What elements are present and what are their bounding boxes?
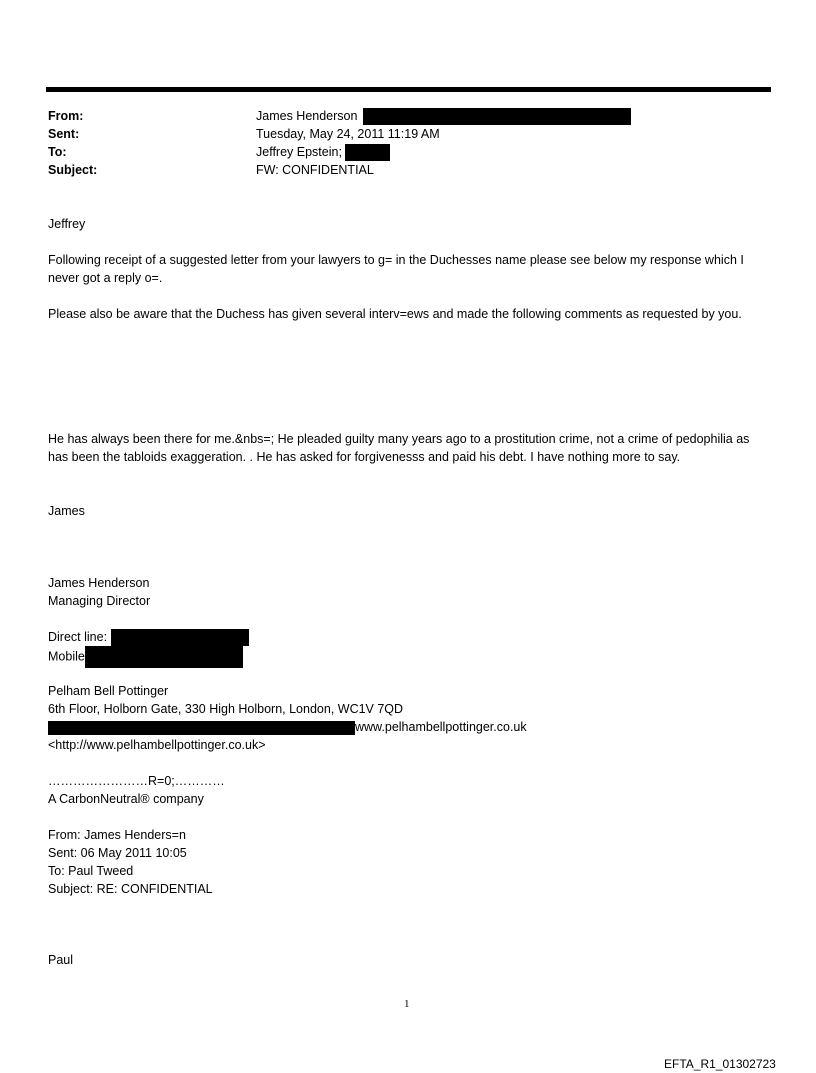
redaction-box	[345, 144, 390, 161]
bates-number: EFTA_R1_01302723	[664, 1057, 776, 1071]
redaction-box	[363, 108, 631, 125]
to-value	[256, 143, 390, 161]
company-name: Pelham Bell Pottinger	[48, 684, 169, 698]
redaction-box	[48, 721, 355, 735]
carbon-neutral-line: A CarbonNeutral® company	[48, 792, 204, 806]
to-name: Jeffrey Epstein;	[256, 145, 342, 159]
page-number: 1	[404, 998, 410, 1010]
from-label: From:	[48, 109, 84, 123]
subject-value: FW: CONFIDENTIAL	[256, 163, 374, 177]
header-divider	[46, 87, 771, 92]
website-link[interactable]: <http://www.pelhambellpottinger.co.uk>	[48, 738, 266, 752]
to-label: To:	[48, 145, 67, 159]
fwd-to: To: Paul Tweed	[48, 864, 134, 878]
subject-label: Subject:	[48, 163, 98, 177]
website-line	[48, 718, 527, 736]
fwd-sent: Sent: 06 May 2011 10:05	[48, 846, 187, 860]
greeting: Jeffrey	[48, 217, 86, 231]
fwd-greeting: Paul	[48, 953, 74, 967]
direct-line-label: Direct line:	[48, 630, 108, 644]
paragraph-1: Following receipt of a suggested letter from your lawyers to g= in the Duchesses name please see below my response which I never got a reply o=.	[48, 253, 744, 285]
from-name: James Henderson	[256, 109, 358, 123]
paragraph-2: Please also be aware that the Duchess has given several interv=ews and made the following comments as requested by you.	[48, 307, 742, 321]
mobile-line	[48, 646, 243, 668]
dotted-line: ……………………R=0;…………	[48, 774, 225, 788]
signature-title: Managing Director	[48, 594, 151, 608]
fwd-subject: Subject: RE: CONFIDENTIAL	[48, 882, 213, 896]
redaction-box	[111, 629, 249, 646]
redaction-box	[85, 646, 243, 668]
paragraph-3: He has always been there for me.&nbs=; He pleaded guilty many years ago to a prostitution crime, not a crime of pedophilia as has been the tabloids exaggeration. . He has asked for forgivenesss and paid his debt. I have nothing more to say.	[48, 432, 750, 464]
company-address: 6th Floor, Holborn Gate, 330 High Holborn, London, WC1V 7QD	[48, 702, 404, 716]
mobile-label: Mobile	[48, 649, 85, 664]
sent-value: Tuesday, May 24, 2011 11:19 AM	[256, 127, 440, 141]
signature-name: James Henderson	[48, 576, 150, 590]
from-value	[256, 107, 631, 125]
direct-line	[48, 628, 249, 646]
website-text[interactable]: www.pelhambellpottinger.co.uk	[355, 720, 527, 734]
fwd-from: From: James Henders=n	[48, 828, 186, 842]
signoff: James	[48, 504, 85, 518]
sent-label: Sent:	[48, 127, 80, 141]
